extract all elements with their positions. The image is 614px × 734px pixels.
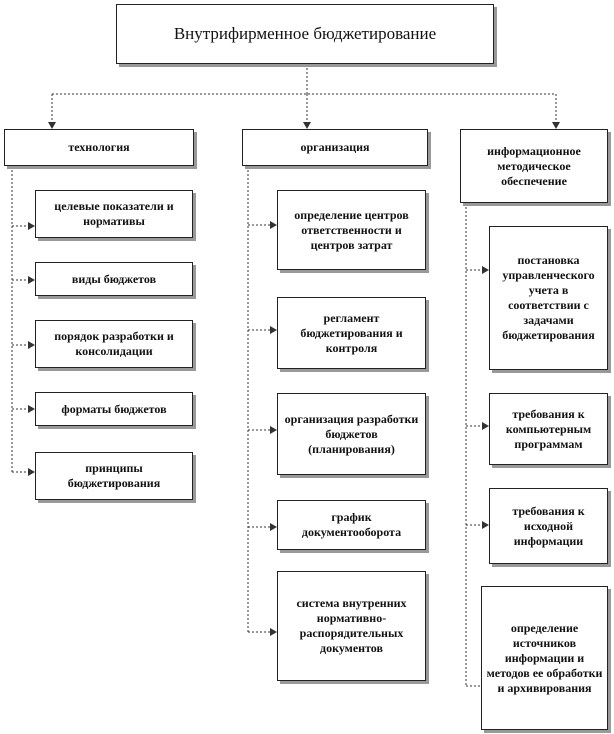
root-node: Внутрифирменное бюджетирование xyxy=(116,4,494,64)
column-header-information: информационное методическое обеспечение xyxy=(460,129,608,203)
information-item: определение источников информации и методов ее обработки и архивирования xyxy=(481,586,608,730)
technology-item: целевые показатели и нормативы xyxy=(35,190,193,238)
organization-item: система внутренних нормативно-распорядительных документов xyxy=(277,571,426,681)
organization-item: график документооборота xyxy=(277,500,426,550)
organization-item: регламент бюджетирования и контроля xyxy=(277,297,426,369)
technology-item: виды бюджетов xyxy=(35,262,193,296)
technology-item: принципы бюджетирования xyxy=(35,452,193,500)
technology-item: порядок разработки и консолидации xyxy=(35,320,193,368)
information-item: требования к компьютерным программам xyxy=(489,393,608,465)
technology-item: форматы бюджетов xyxy=(35,392,193,426)
column-header-technology: технология xyxy=(4,129,194,166)
organization-item: определение центров ответственности и центров затрат xyxy=(277,190,426,270)
information-item: требования к исходной информации xyxy=(489,488,608,564)
information-item: постановка управленческого учета в соответствии с задачами бюджетирования xyxy=(489,226,608,370)
column-header-organization: организация xyxy=(242,129,428,166)
organization-item: организация разработки бюджетов (планирования) xyxy=(277,393,426,475)
